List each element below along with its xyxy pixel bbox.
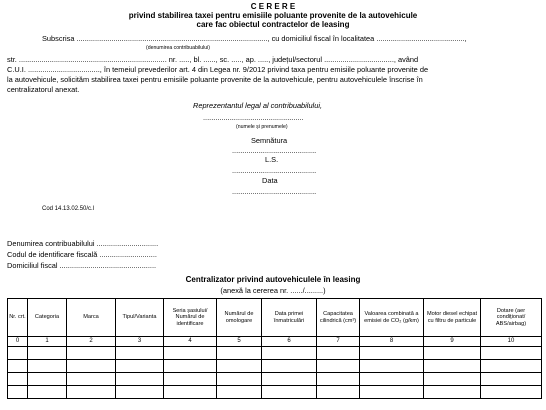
table-cell[interactable]	[28, 386, 67, 399]
table-cell[interactable]	[164, 386, 217, 399]
body-line-address: str. ........................................................................ nr. ....., bl. ......, sc. ....., ap. ....., județul/sectorul .................................., având	[7, 55, 419, 64]
date-label: Data	[262, 176, 278, 185]
signature-dots: .........................................	[232, 146, 317, 155]
representative-name-dots: .................................................	[203, 113, 304, 122]
column-header: Nr. crt.	[8, 299, 28, 337]
contributor-name-line: Denumirea contribuabilului ..............................	[7, 239, 159, 248]
column-header: Marca	[67, 299, 116, 337]
column-header: Numărul de omologare	[217, 299, 262, 337]
table-cell[interactable]	[67, 386, 116, 399]
column-number: 10	[481, 337, 542, 347]
body-line-company: Subscrisa ............................................................................................., cu domiciliul fiscal în localitatea ...........................................,	[42, 34, 467, 43]
column-header: Dotare (aer condiționat/ ABS/airbag)	[481, 299, 542, 337]
column-header: Capacitatea cilindrică (cm³)	[317, 299, 360, 337]
table-cell[interactable]	[28, 347, 67, 360]
table-cell[interactable]	[8, 360, 28, 373]
table-cell[interactable]	[424, 373, 481, 386]
table-cell[interactable]	[67, 347, 116, 360]
table-cell[interactable]	[360, 360, 424, 373]
table-row	[8, 386, 542, 399]
table-cell[interactable]	[217, 347, 262, 360]
table-cell[interactable]	[360, 386, 424, 399]
table-cell[interactable]	[481, 347, 542, 360]
fiscal-domicile-line: Domiciliul fiscal ...............................................	[7, 261, 157, 270]
column-number-row	[8, 337, 542, 347]
column-number: 7	[317, 337, 360, 347]
column-number: 1	[28, 337, 67, 347]
table-cell[interactable]	[317, 386, 360, 399]
signature-label: Semnătura	[251, 136, 288, 145]
legal-representative-label: Reprezentantul legal al contribuabilului,	[193, 101, 323, 110]
date-dots: .........................................	[232, 187, 317, 196]
table-cell[interactable]	[317, 373, 360, 386]
table-cell[interactable]	[360, 373, 424, 386]
table-cell[interactable]	[262, 360, 317, 373]
column-number: 3	[116, 337, 164, 347]
column-number: 8	[360, 337, 424, 347]
table-cell[interactable]	[217, 360, 262, 373]
column-number: 5	[217, 337, 262, 347]
document-subtitle-line1: privind stabilirea taxei pentru emisiile poluante provenite de la autovehicule	[128, 11, 418, 20]
centralizator-subtitle: (anexă la cererea nr. ....../.........)	[220, 286, 326, 295]
body-line-cui: C.U.I. ..................................., în temeiul prevederilor art. 4 din Legea nr. 9/2012 privind taxa pentru emisiile poluante provenite de	[7, 65, 429, 74]
column-number: 9	[424, 337, 481, 347]
table-cell[interactable]	[262, 347, 317, 360]
table-cell[interactable]	[28, 360, 67, 373]
table-cell[interactable]	[28, 373, 67, 386]
table-cell[interactable]	[8, 386, 28, 399]
table-cell[interactable]	[67, 360, 116, 373]
table-cell[interactable]	[116, 373, 164, 386]
fiscal-code-line: Codul de identificare fiscală ............................	[7, 250, 157, 259]
table-cell[interactable]	[217, 386, 262, 399]
table-cell[interactable]	[8, 347, 28, 360]
column-header: Categoria	[28, 299, 67, 337]
column-number: 6	[262, 337, 317, 347]
centralizator-table	[7, 298, 542, 399]
table-cell[interactable]	[116, 386, 164, 399]
table-row	[8, 347, 542, 360]
table-row	[8, 360, 542, 373]
table-cell[interactable]	[164, 360, 217, 373]
table-cell[interactable]	[116, 347, 164, 360]
body-line-annex: centralizatorul anexat.	[7, 85, 80, 94]
table-cell[interactable]	[360, 347, 424, 360]
document-title: C E R E R E	[250, 2, 296, 11]
table-cell[interactable]	[116, 360, 164, 373]
column-number: 0	[8, 337, 28, 347]
column-header: Motor diesel echipat cu filtru de particule	[424, 299, 481, 337]
seal-label: L.S.	[265, 155, 279, 164]
column-header: Tipul/Varianta	[116, 299, 164, 337]
centralizator-title: Centralizator privind autovehiculele în leasing	[185, 275, 361, 284]
seal-dots: .........................................	[232, 166, 317, 175]
document-subtitle-line2: care fac obiectul contractelor de leasing	[196, 20, 350, 29]
table-cell[interactable]	[317, 347, 360, 360]
column-header: Seria șasiului/ Numărul de identificare	[164, 299, 217, 337]
table-header-row	[8, 299, 542, 337]
table-cell[interactable]	[481, 373, 542, 386]
column-number: 4	[164, 337, 217, 347]
caption-name: (numele și prenumele)	[236, 124, 288, 130]
table-cell[interactable]	[317, 360, 360, 373]
table-cell[interactable]	[424, 360, 481, 373]
form-code: Cod 14.13.02.50/c.l	[42, 206, 95, 212]
caption-company-name: (denumirea contribuabilului)	[146, 45, 211, 51]
column-header: Valoarea combinată a emisiei de CO₂ (g/km)	[360, 299, 424, 337]
column-number: 2	[67, 337, 116, 347]
table-cell[interactable]	[262, 386, 317, 399]
table-cell[interactable]	[262, 373, 317, 386]
table-cell[interactable]	[424, 347, 481, 360]
table-cell[interactable]	[164, 347, 217, 360]
table-row	[8, 373, 542, 386]
table-cell[interactable]	[424, 386, 481, 399]
column-header: Data primei înmatriculări	[262, 299, 317, 337]
body-line-request: la autovehicule, solicităm stabilirea taxei pentru emisiile poluante provenite de la autovehicule, pentru autovehiculele înscrise în	[7, 75, 423, 84]
table-cell[interactable]	[481, 386, 542, 399]
table-cell[interactable]	[67, 373, 116, 386]
table-cell[interactable]	[8, 373, 28, 386]
table-cell[interactable]	[481, 360, 542, 373]
table-cell[interactable]	[217, 373, 262, 386]
table-cell[interactable]	[164, 373, 217, 386]
